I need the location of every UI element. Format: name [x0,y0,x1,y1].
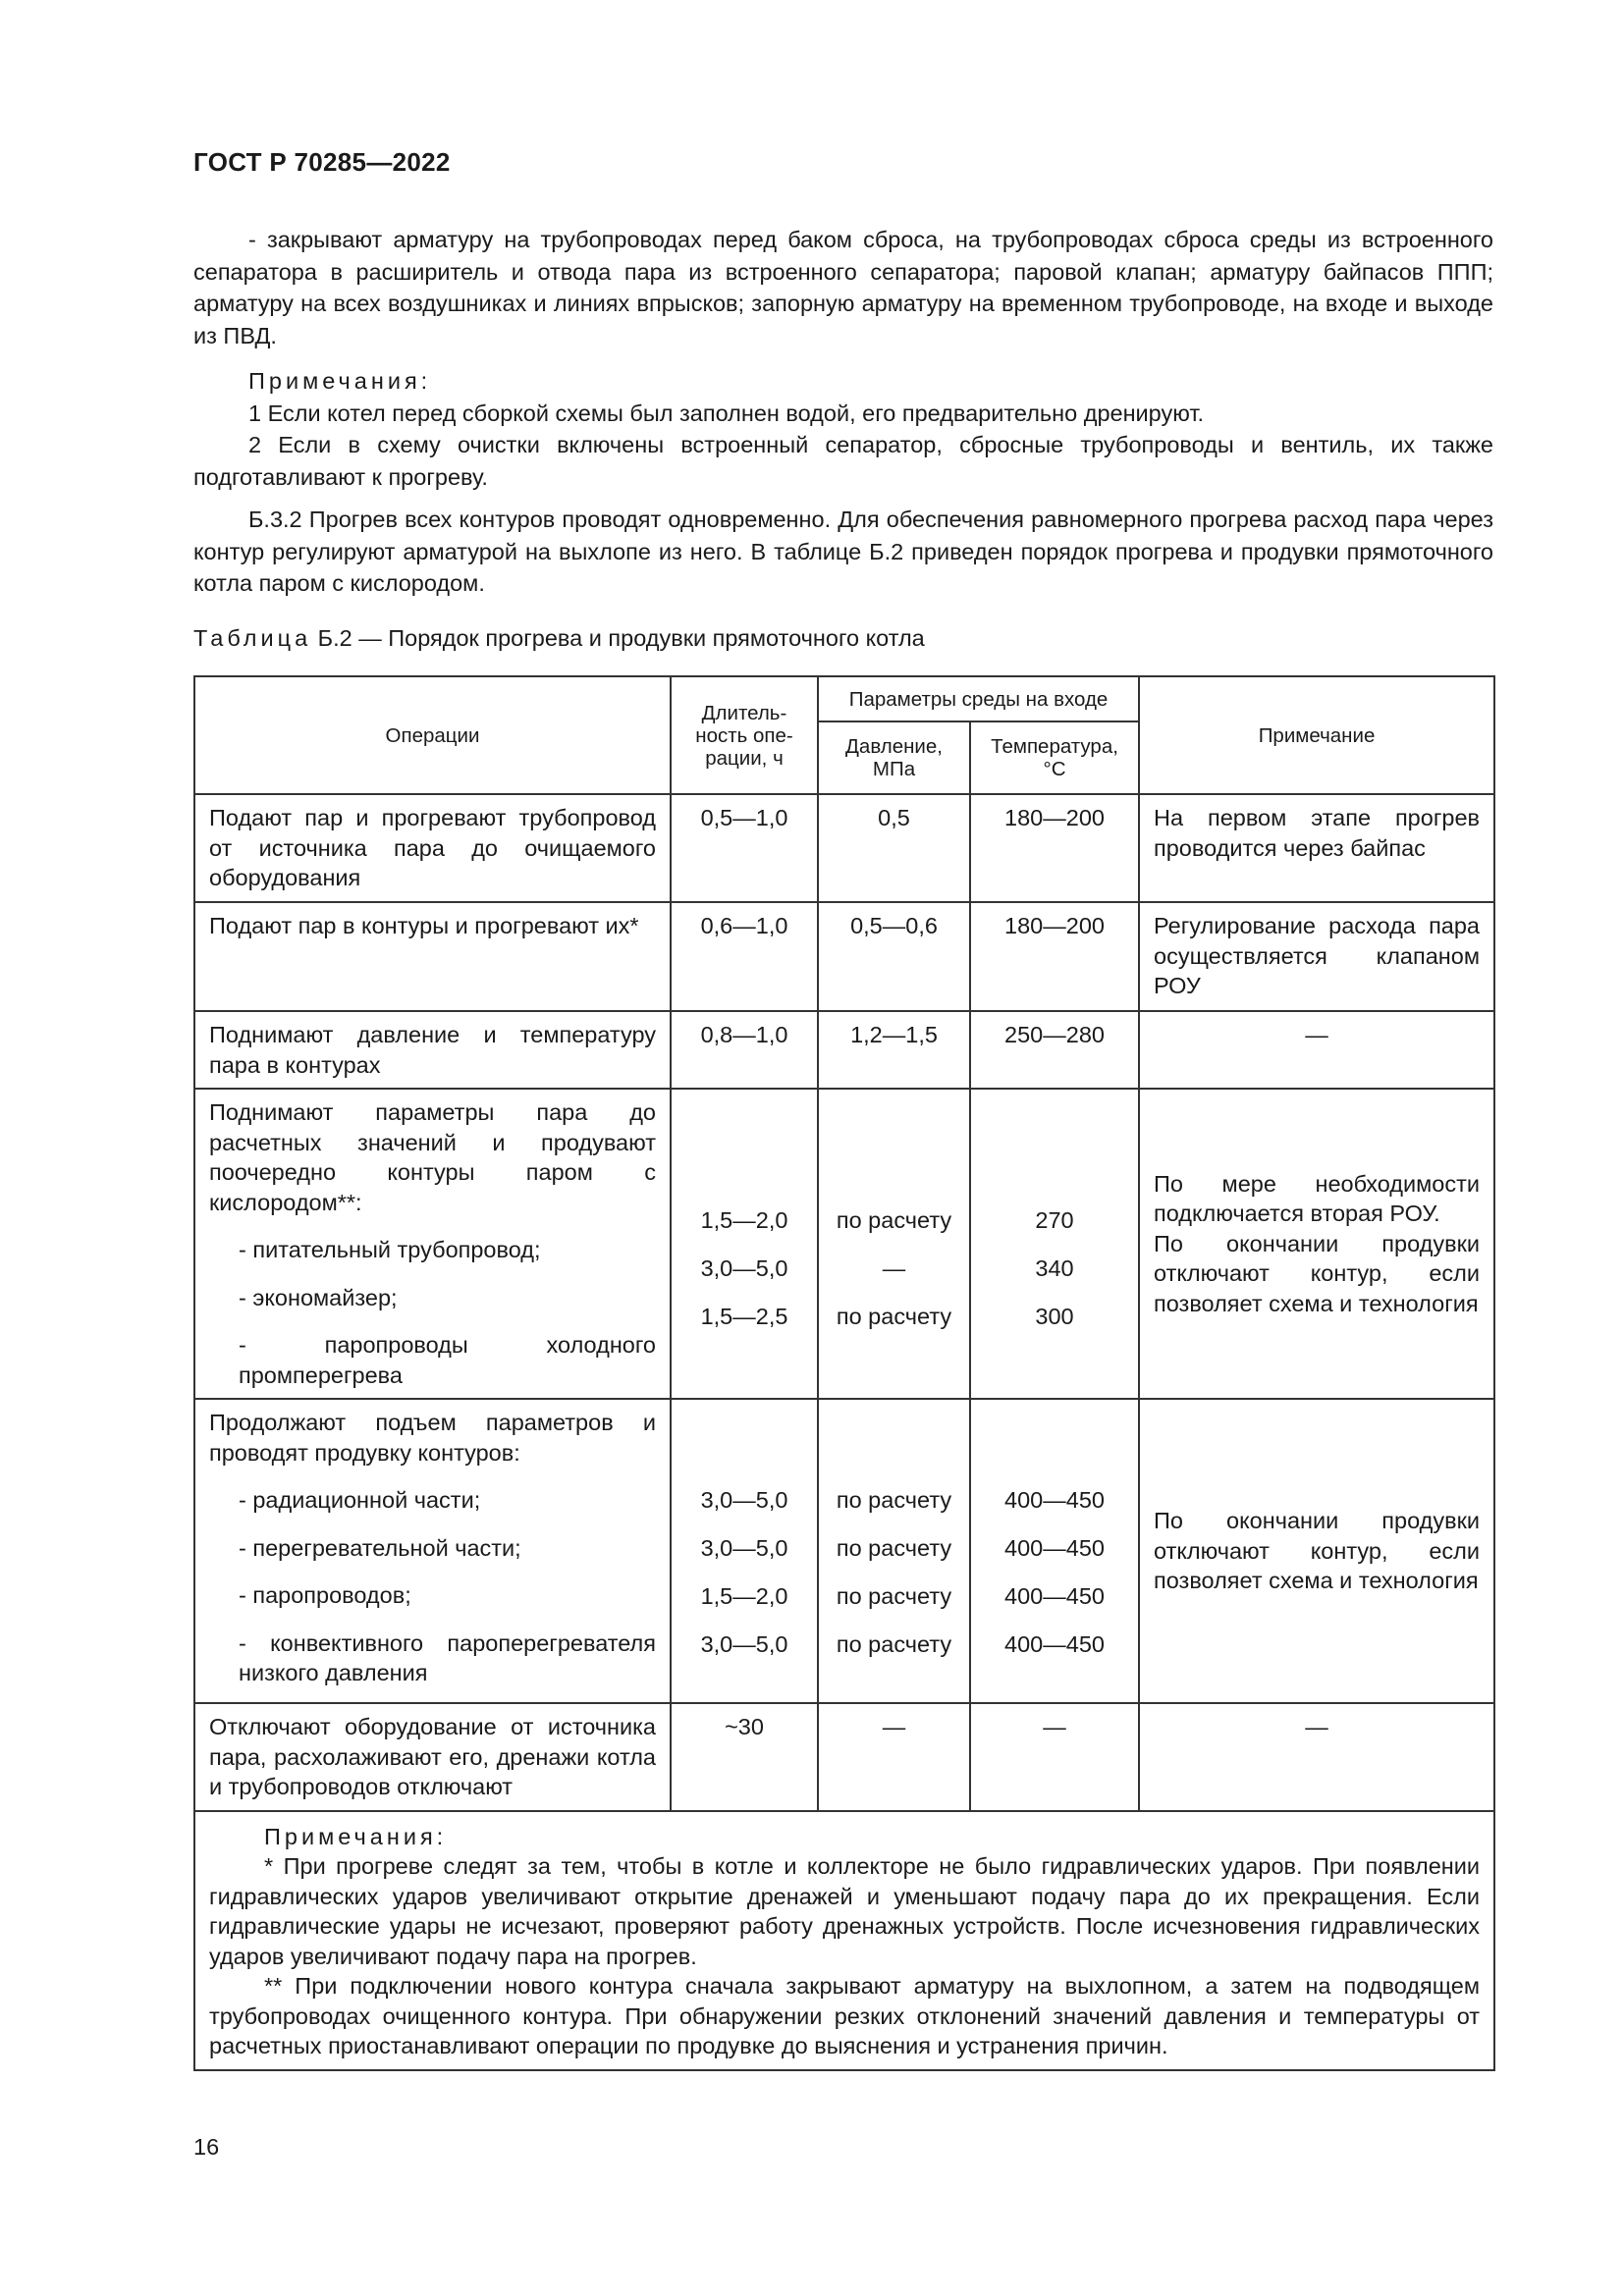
table-row-group-2 [194,1399,1494,1703]
header-pressure: Давление, МПа [818,721,970,794]
row-3-pressure: 1,2—1,5 [818,1011,970,1089]
group-1-duration [671,1089,818,1399]
group-2-dur-4: 3,0—5,0 [700,1631,788,1657]
group-2-temp-2: 400—450 [1004,1535,1105,1561]
table-row [194,1011,1494,1089]
group-1-temperature [970,1089,1139,1399]
document-header: ГОСТ Р 70285—2022 [193,147,451,177]
notes-top-title: Примечания: [248,368,432,394]
group-2-press-1: по расчету [836,1487,952,1513]
group-1-temp-2: 340 [1035,1255,1074,1281]
group-2-press-4: по расчету [836,1631,952,1657]
group-1-note-1: По мере необходимости подключается вторая РОУ. [1154,1170,1481,1227]
group-1-press-3: по расчету [836,1304,952,1329]
group-1-temp-1: 270 [1035,1207,1074,1233]
group-1-operation [194,1089,671,1399]
group-2-sub-4: - конвективного пароперегревателя низкого давления [239,1629,656,1685]
table-row [194,794,1494,902]
group-2-sub-3: - паропроводов; [239,1582,411,1608]
group-2-press-2: по расчету [836,1535,952,1561]
group-2-duration [671,1399,818,1703]
row-2-pressure: 0,5—0,6 [818,902,970,1011]
group-2-intro: Продолжают подъем параметров и проводят продувку контуров: [209,1410,656,1466]
row-1-note: На первом этапе прогрев проводится через байпас [1139,794,1494,902]
group-1-sub-3: - паропроводы холодного промперегрева [239,1332,656,1388]
table-row-group-1 [194,1089,1494,1399]
table-notes-title: Примечания: [264,1823,448,1849]
group-1-sub-2: - экономайзер; [239,1284,398,1310]
intro-paragraph: - закрывают арматуру на трубопроводах перед баком сброса, на трубопроводах сброса среды из встроенного сепаратора в расширитель и отвода пара из встроенного сепаратора; паровой клапан; арматуру байпасов ППП; арматуру на всех воздушниках и линиях впрысков; запорную арматуру на временном трубопроводе, на входе и выходе из ПВД. [193,227,1493,348]
last-row-temperature: — [970,1703,1139,1811]
group-1-press-2: — [882,1255,906,1281]
group-2-press-3: по расчету [836,1583,952,1609]
group-2-temp-4: 400—450 [1004,1631,1105,1657]
notes-top-item-2: 2 Если в схему очистки включены встроенный сепаратор, сбросные трубопроводы и вентиль, их также подготавливают к прогреву. [193,432,1493,490]
row-3-duration: 0,8—1,0 [671,1011,818,1089]
row-1-duration: 0,5—1,0 [671,794,818,902]
group-2-temp-1: 400—450 [1004,1487,1105,1513]
table-caption-rest: Б.2 — Порядок прогрева и продувки прямоточного котла [311,625,925,651]
group-1-pressure [818,1089,970,1399]
group-2-dur-2: 3,0—5,0 [700,1535,788,1561]
table-notes-row [194,1811,1494,2070]
row-1-operation: Подают пар и прогревают трубопровод от источника пара до очищаемого оборудования [194,794,671,902]
group-2-sub-1: - радиационной части; [239,1487,481,1513]
group-2-temperature [970,1399,1139,1703]
last-row-duration: ~30 [671,1703,818,1811]
group-2-dur-3: 1,5—2,0 [700,1583,788,1609]
row-1-pressure: 0,5 [818,794,970,902]
table-notes [194,1811,1494,2070]
group-1-sub-1: - питательный трубопровод; [239,1237,541,1262]
row-2-operation: Подают пар в контуры и прогревают их* [194,902,671,1011]
row-2-temperature: 180—200 [970,902,1139,1011]
last-row-pressure: — [818,1703,970,1811]
group-1-intro: Поднимают параметры пара до расчетных значений и продувают поочередно контуры паром с кислородом**: [209,1099,656,1215]
notes-top-item-1: 1 Если котел перед сборкой схемы был заполнен водой, его предварительно дренируют. [248,400,1205,426]
row-3-temperature: 250—280 [970,1011,1139,1089]
header-duration: Длитель-ность опе-рации, ч [671,676,818,794]
row-3-note: — [1139,1011,1494,1089]
header-operations: Операции [194,676,671,794]
table-note-1: * При прогреве следят за тем, чтобы в котле и коллекторе не было гидравлических ударов. При появлении гидравлических ударов увеличивают открытие дренажей и уменьшают подачу пара до их прекращения. Если гидравлические удары не исчезают, проверяют работу дренажных устройств. После исчезновения гидравлических ударов увеличивают подачу пара на прогрев. [209,1853,1481,1969]
table-note-2: ** При подключении нового контура сначала закрывают арматуру на выхлопном, а затем на подводящем трубопроводах очищенного контура. При обнаружении резких отклонений значений давления и температуры от расчетных приостанавливают операции по продувке до выяснения и устранения причин. [209,1973,1481,2058]
section-paragraph: Б.3.2 Прогрев всех контуров проводят одновременно. Для обеспечения равномерного прогрева расход пара через контур регулируют арматурой на выхлопе из него. В таблице Б.2 приведен порядок прогрева и продувки прямоточного котла паром с кислородом. [193,507,1493,596]
table-row [194,902,1494,1011]
row-2-duration: 0,6—1,0 [671,902,818,1011]
group-2-temp-3: 400—450 [1004,1583,1105,1609]
row-3-operation: Поднимают давление и температуру пара в контурах [194,1011,671,1089]
table-row [194,1703,1494,1811]
group-2-note: По окончании продувки отключают контур, если позволяет схема и технология [1139,1399,1494,1703]
row-2-note: Регулирование расхода пара осуществляется клапаном РОУ [1139,902,1494,1011]
group-2-dur-1: 3,0—5,0 [700,1487,788,1513]
header-params: Параметры среды на входе [818,676,1139,721]
group-1-temp-3: 300 [1035,1304,1074,1329]
group-2-operation [194,1399,671,1703]
header-temperature: Температура, °С [970,721,1139,794]
group-1-dur-1: 1,5—2,0 [700,1207,788,1233]
last-row-operation: Отключают оборудование от источника пара, расхолаживают его, дренажи котла и трубопроводов отключают [194,1703,671,1811]
boiler-heating-table [193,675,1495,2071]
last-row-note: — [1139,1703,1494,1811]
group-1-dur-2: 3,0—5,0 [700,1255,788,1281]
group-1-press-1: по расчету [836,1207,952,1233]
group-1-note-2: По окончании продувки отключают контур, если позволяет схема и технология [1154,1230,1481,1316]
notes-top [193,365,1493,493]
row-1-temperature: 180—200 [970,794,1139,902]
table-caption-word: Таблица [193,625,312,651]
table-caption [193,625,925,652]
group-2-sub-2: - перегревательной части; [239,1534,521,1561]
group-1-dur-3: 1,5—2,5 [700,1304,788,1329]
page-number: 16 [193,2134,220,2160]
group-2-pressure [818,1399,970,1703]
header-note: Примечание [1139,676,1494,794]
group-1-note [1139,1089,1494,1399]
